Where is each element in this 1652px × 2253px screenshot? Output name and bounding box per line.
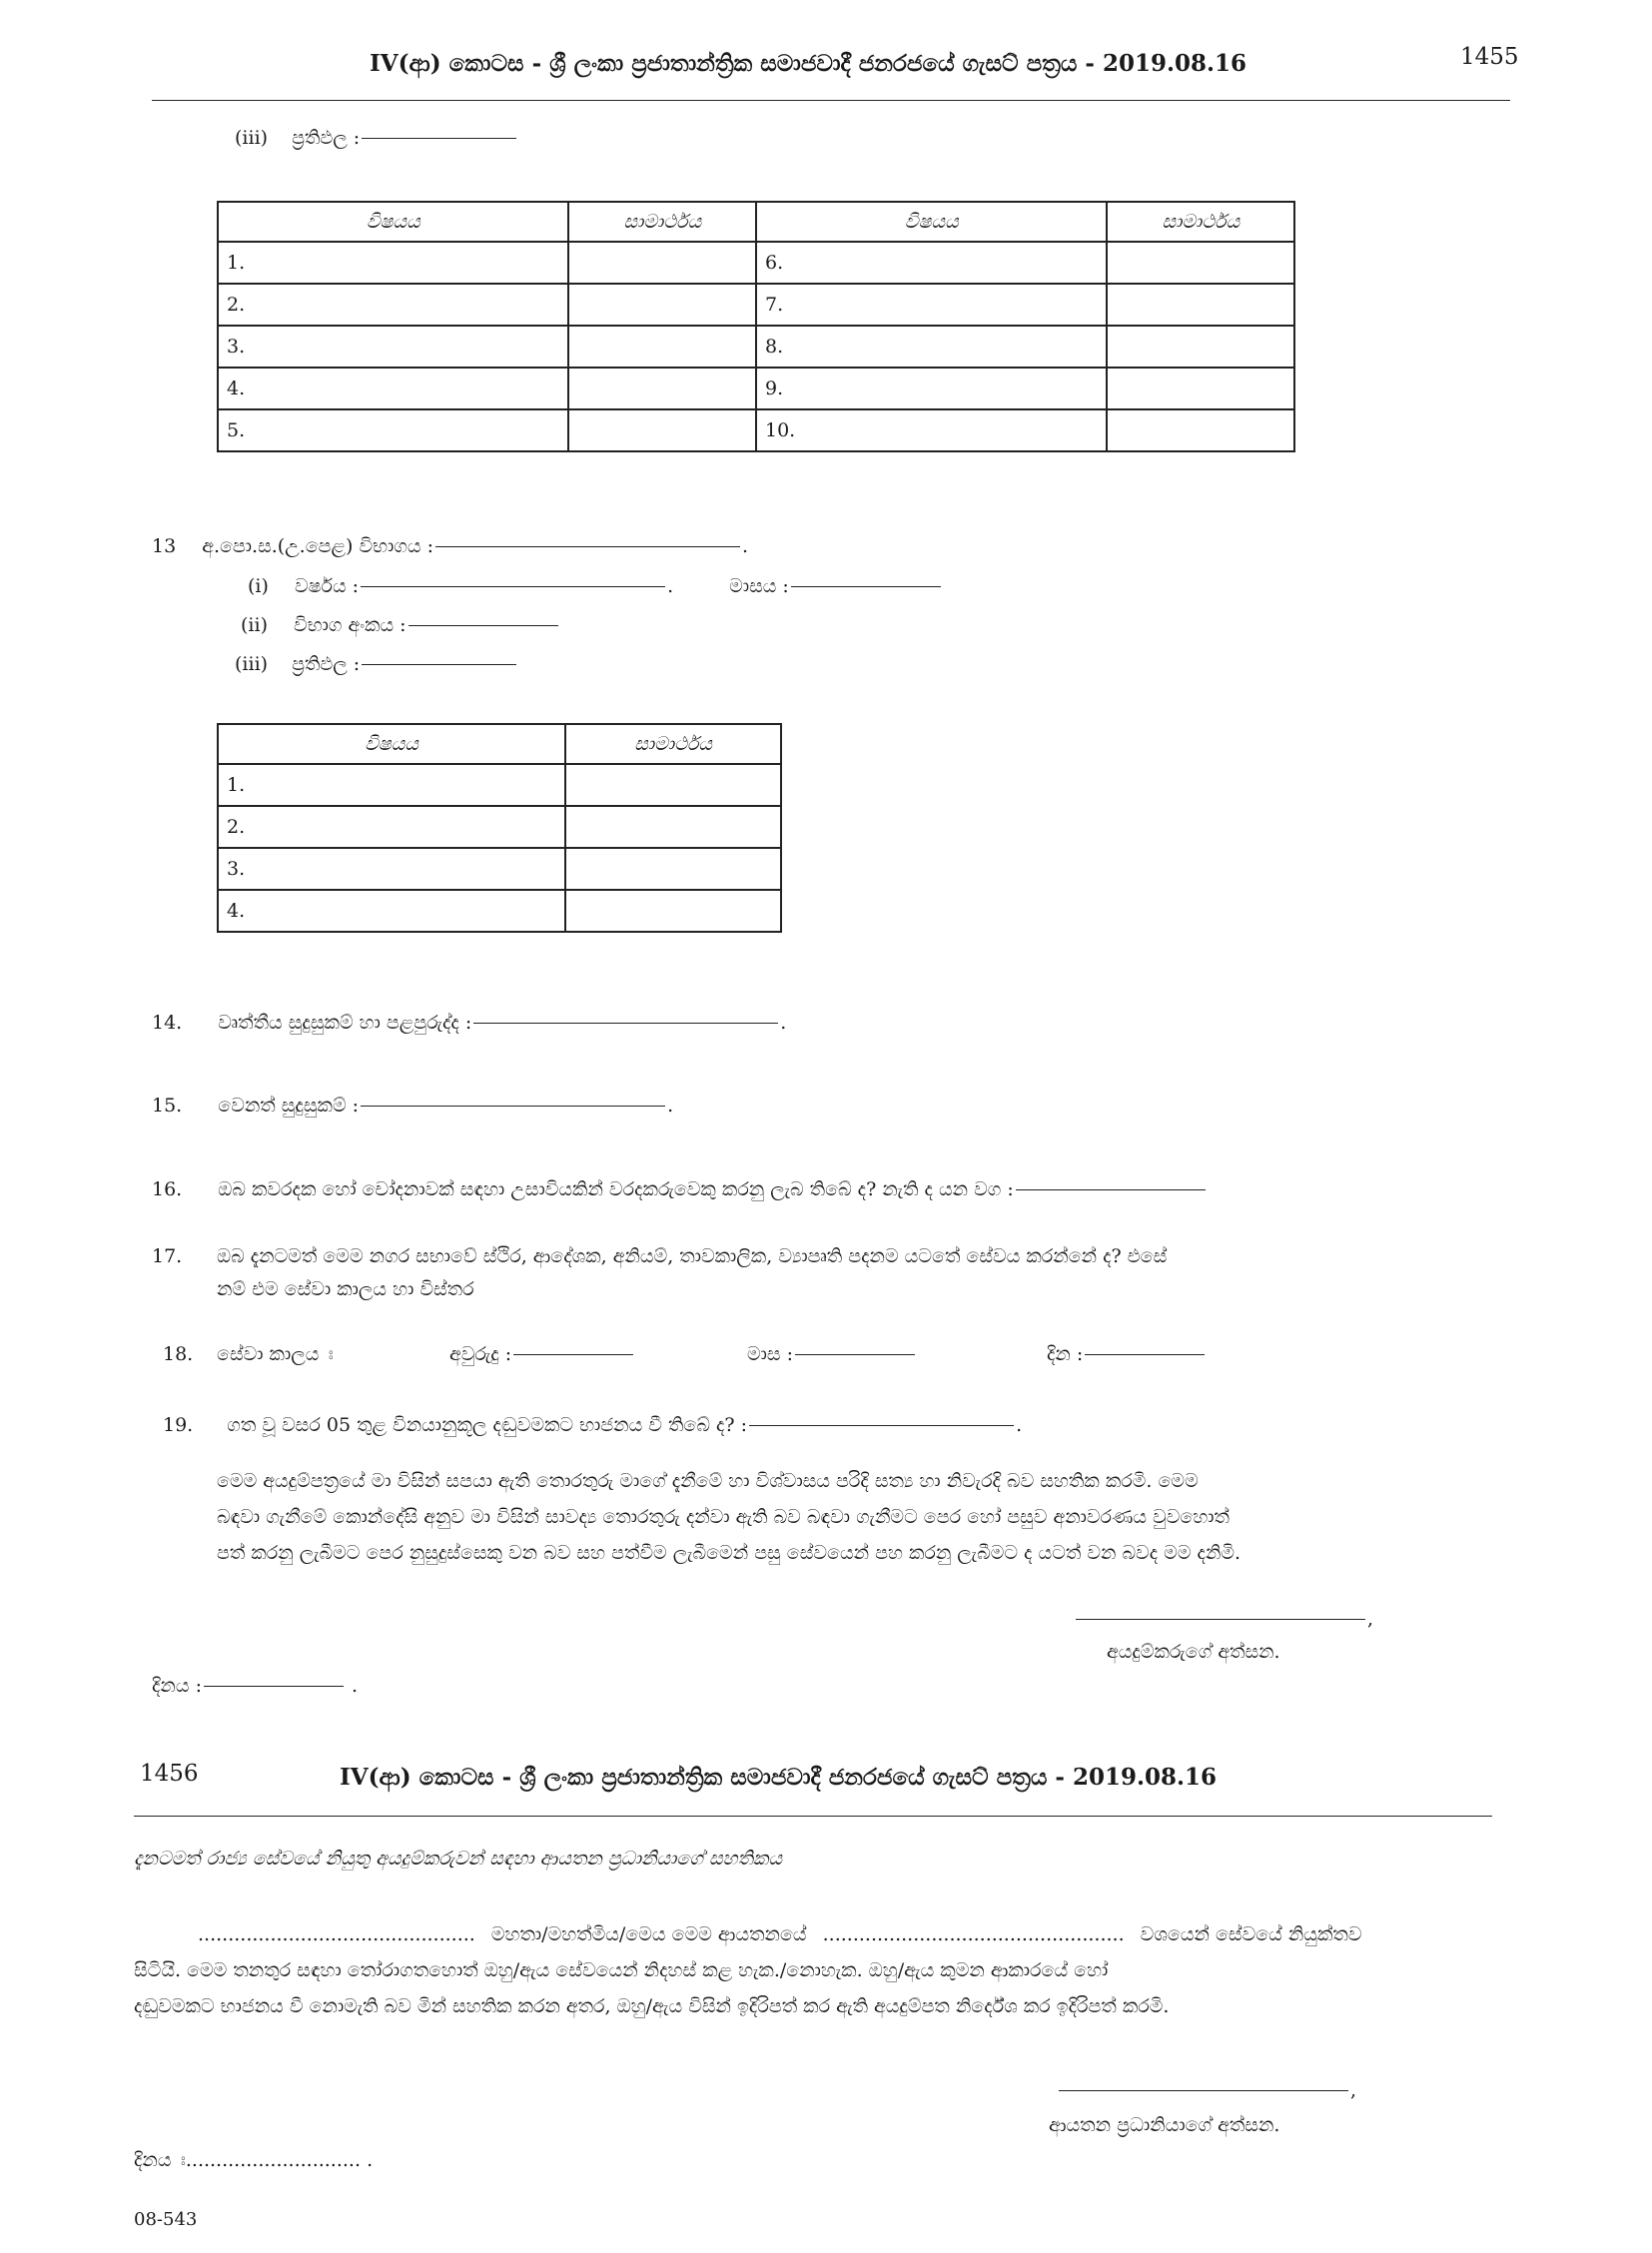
page-number: 1456 <box>140 1761 199 1787</box>
item-label: අ.පො.ස.(උ.පෙළ) විභාගය : <box>202 535 434 557</box>
grade-cell[interactable] <box>565 806 781 848</box>
certificate-line2: සිටියි. මෙම තනතුර සඳහා තෝරාගතහොත් ඔහු/ඇය සේවයෙන් නිදහස් කළ හැක./නොහැක. ඔහු/ඇය කුමන ආකාරයේ හෝ <box>134 1959 1109 1981</box>
grade-cell[interactable] <box>1107 284 1294 326</box>
table-row <box>218 890 781 932</box>
grade-cell[interactable] <box>568 409 756 451</box>
cert-text: වශයෙන් සේවයේ නියුක්තව <box>1140 1923 1362 1945</box>
days-label: දින : <box>1047 1343 1084 1365</box>
table-header: සාමාර්ථය <box>565 724 781 764</box>
applicant-signature <box>1074 1608 1373 1630</box>
subject-cell[interactable]: 3. <box>218 326 568 368</box>
subject-cell[interactable]: 10. <box>756 409 1107 451</box>
item-18-label: සේවා කාලය ඃ <box>217 1343 334 1365</box>
grade-cell[interactable] <box>565 848 781 890</box>
month-label: මාසය : <box>729 575 789 597</box>
item-13-iii-results <box>235 653 518 675</box>
item-13-ii-index <box>241 614 560 636</box>
item-number: 16. <box>152 1178 183 1200</box>
position-dots[interactable]: .................................................. <box>822 1923 1125 1945</box>
punct: . <box>780 1012 787 1034</box>
punct: . <box>742 535 749 557</box>
date-label: දිනය ඃ <box>134 2149 186 2171</box>
results-table-1 <box>217 201 1295 452</box>
subject-cell[interactable]: 3. <box>218 848 565 890</box>
fill-line[interactable] <box>791 586 941 587</box>
head-signature <box>1057 2079 1356 2101</box>
item-17-line1: ඔබ දැනටමත් මෙම නගර සභාවේ ස්ථිර, ආදේශක, අනියම්, තාවකාලික, ව්‍යාපෘති පදනම යටතේ සේවය කරන්නේ ද? එසේ <box>217 1245 1168 1267</box>
grade-cell[interactable] <box>1107 409 1294 451</box>
item-16-convictions <box>152 1178 1208 1200</box>
item-label: ප්‍රතිඵල : <box>292 127 361 149</box>
item-19-disciplinary <box>163 1414 1022 1436</box>
results-table-2 <box>217 723 782 933</box>
grade-cell[interactable] <box>568 368 756 409</box>
punct: . <box>367 2149 374 2171</box>
item-number: 14. <box>152 1012 183 1034</box>
punct: . <box>352 1675 359 1697</box>
punct: . <box>1016 1414 1023 1436</box>
fill-line[interactable] <box>749 1425 1014 1426</box>
date-dots[interactable]: ............................. <box>185 2149 362 2171</box>
months-label: මාස : <box>747 1343 794 1365</box>
grade-cell[interactable] <box>565 764 781 806</box>
name-dots[interactable]: .............................................. <box>198 1923 475 1945</box>
date-label: දිනය : <box>152 1675 202 1697</box>
item-label: විභාග අංකය : <box>294 614 407 636</box>
subject-cell[interactable]: 4. <box>218 890 565 932</box>
item-number: (iii) <box>235 127 269 149</box>
page-header-title: IV(ආ) කොටස - ශ්‍රී ලංකා ප්‍රජාතාන්ත්‍රික සමාජවාදී ජනරජයේ ගැසට් පත්‍රය - 2019.08.16 <box>340 1764 1217 1791</box>
fill-line[interactable] <box>1016 1189 1206 1190</box>
certificate-line1 <box>198 1923 1361 1945</box>
item-label: වෘත්තීය සුදුසුකම් හා පළපුරුද්ද : <box>218 1012 472 1034</box>
applicant-signature-caption: අයදුම්කරුගේ අත්සන. <box>1107 1641 1280 1663</box>
table-header: සාමාර්ථය <box>568 202 756 242</box>
fill-line[interactable] <box>795 1354 915 1355</box>
fill-line[interactable] <box>409 625 558 626</box>
table-row <box>218 284 1294 326</box>
table-row <box>218 764 781 806</box>
header-rule <box>134 1816 1492 1817</box>
date-field <box>152 1675 358 1697</box>
table-header: විෂයය <box>218 202 568 242</box>
subject-cell[interactable]: 2. <box>218 284 568 326</box>
subject-cell[interactable]: 2. <box>218 806 565 848</box>
item-13-i-year <box>248 575 943 597</box>
years-field <box>449 1343 635 1365</box>
fill-line[interactable] <box>361 586 665 587</box>
table-row <box>218 409 1294 451</box>
item-15-other <box>152 1095 673 1117</box>
item-label: ගත වූ වසර 05 තුළ විනයානුකූල දඬුවමකට භාජනය වී තිබේ ද? : <box>227 1414 748 1436</box>
subject-cell[interactable]: 7. <box>756 284 1107 326</box>
fill-line[interactable] <box>204 1686 344 1687</box>
item-label: වෙනත් සුදුසුකම් : <box>218 1095 360 1117</box>
item-17-line2: නම් එම සේවා කාලය හා විස්තර <box>217 1278 474 1300</box>
date-field <box>134 2149 373 2171</box>
item-18-number: 18. <box>163 1343 194 1365</box>
table-row <box>218 806 781 848</box>
page-header-title: IV(ආ) කොටස - ශ්‍රී ලංකා ප්‍රජාතාන්ත්‍රික සමාජවාදී ජනරජයේ ගැසට් පත්‍රය - 2019.08.16 <box>370 50 1246 77</box>
punct: , <box>1367 1608 1374 1630</box>
signature-line[interactable] <box>1076 1619 1365 1620</box>
subject-cell[interactable]: 1. <box>218 242 568 284</box>
grade-cell[interactable] <box>1107 242 1294 284</box>
certificate-line3: දඬුවමකට භාජනය වී නොමැති බව මින් සහතික කරන අතර, ඔහු/ඇය විසින් ඉදිරිපත් කර ඇති අයදුම්පත නිර්දේශ කර ඉදිරිපත් කරමි. <box>134 1995 1170 2017</box>
item-label: වර්ෂය : <box>294 575 360 597</box>
subject-cell[interactable]: 8. <box>756 326 1107 368</box>
subject-cell[interactable]: 6. <box>756 242 1107 284</box>
item-number: (iii) <box>235 653 269 675</box>
grade-cell[interactable] <box>568 284 756 326</box>
fill-line[interactable] <box>362 664 516 665</box>
item-number: 13 <box>152 535 177 557</box>
days-field <box>1047 1343 1207 1365</box>
item-14-professional <box>152 1012 786 1034</box>
grade-cell[interactable] <box>565 890 781 932</box>
footer-code: 08-543 <box>134 2209 198 2230</box>
subject-cell[interactable]: 9. <box>756 368 1107 409</box>
punct: . <box>667 575 674 597</box>
declaration-line2: බඳවා ගැනීමේ කොන්දේසි අනුව මා විසින් සාවද්‍ය තොරතුරු දන්වා ඇති බව බඳවා ගැනීමට පෙර හෝ පසුව අනාවරණය වුවහොත් <box>217 1506 1230 1528</box>
months-field <box>747 1343 917 1365</box>
table-header: විෂයය <box>218 724 565 764</box>
subject-cell[interactable]: 4. <box>218 368 568 409</box>
fill-line[interactable] <box>513 1354 633 1355</box>
head-signature-caption: ආයතන ප්‍රධානියාගේ අත්සන. <box>1049 2114 1280 2136</box>
table-row <box>218 326 1294 368</box>
fill-line[interactable] <box>362 138 516 139</box>
certificate-title: දැනටමත් රාජ්‍ය සේවයේ නියුතු අයදුම්කරුවන් සඳහා ආයතන ප්‍රධානියාගේ සහතිකය <box>134 1848 782 1870</box>
fill-line[interactable] <box>361 1106 665 1107</box>
item-13-al-exam <box>152 535 748 557</box>
item-label: ප්‍රතිඵල : <box>292 653 361 675</box>
punct: , <box>1350 2079 1357 2101</box>
table-header: විෂයය <box>756 202 1107 242</box>
grade-cell[interactable] <box>1107 368 1294 409</box>
table-header: සාමාර්ථය <box>1107 202 1294 242</box>
subject-cell[interactable]: 1. <box>218 764 565 806</box>
item-number: (i) <box>248 575 269 597</box>
signature-line[interactable] <box>1059 2090 1348 2091</box>
subject-cell[interactable]: 5. <box>218 409 568 451</box>
cert-text: මහතා/මහත්මිය/මෙය මෙම ආයතනයේ <box>490 1923 807 1945</box>
item-number: 15. <box>152 1095 183 1117</box>
grade-cell[interactable] <box>568 326 756 368</box>
item-17-number: 17. <box>152 1245 183 1267</box>
item-number: (ii) <box>241 614 268 636</box>
fill-line[interactable] <box>1085 1354 1205 1355</box>
years-label: අවුරුදු : <box>449 1343 512 1365</box>
grade-cell[interactable] <box>1107 326 1294 368</box>
table-row <box>218 848 781 890</box>
item-text: ඔබ කවරදක හෝ චෝදනාවක් සඳහා උසාවියකින් වරදකරුවෙකු කරනු ලැබ තිබේ ද? නැති ද යන වග : <box>218 1178 1014 1200</box>
item-iii-results <box>235 127 518 149</box>
fill-line[interactable] <box>473 1023 778 1024</box>
item-number: 19. <box>163 1414 194 1436</box>
declaration-line3: පත් කරනු ලැබීමට පෙර නුසුදුස්සෙකු වන බව සහ පත්වීම ලැබීමෙන් පසු සේවයෙන් පහ කරනු ලැබීමට ද යටත් වන බවද මම දනිමි. <box>217 1542 1241 1564</box>
punct: . <box>667 1095 674 1117</box>
table-row <box>218 242 1294 284</box>
declaration-line1: මෙම අයදුම්පත්‍රයේ මා විසින් සපයා ඇති තොරතුරු මාගේ දැනීමේ හා විශ්වාසය පරිදි සත්‍ය හා නිවැරදි බව සහතික කරමි. මෙම <box>217 1470 1199 1492</box>
fill-line[interactable] <box>435 546 740 547</box>
page-number: 1455 <box>1460 44 1519 70</box>
header-rule <box>152 100 1510 101</box>
grade-cell[interactable] <box>568 242 756 284</box>
table-row <box>218 368 1294 409</box>
